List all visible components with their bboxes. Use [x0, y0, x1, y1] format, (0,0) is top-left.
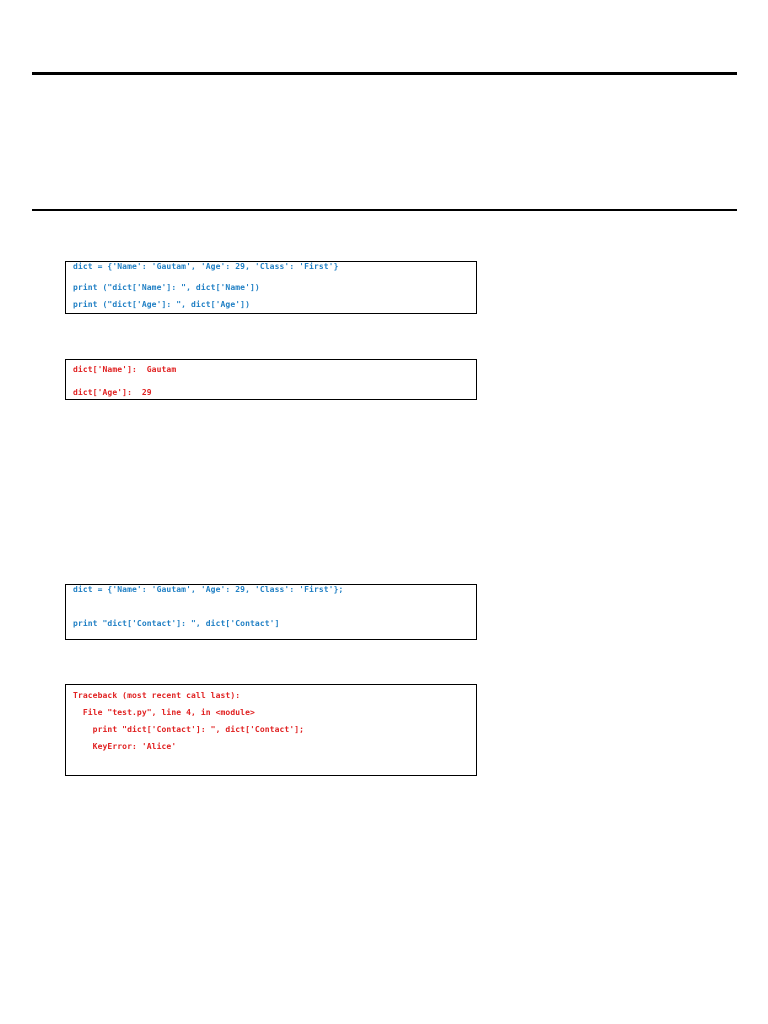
- output-block-traceback: [65, 684, 477, 776]
- top-divider: [32, 72, 737, 75]
- output-line: KeyError: 'Alice': [73, 742, 177, 751]
- code-line: dict = {'Name': 'Gautam', 'Age': 29, 'Class': 'First'};: [73, 585, 344, 594]
- code-line: print "dict['Contact']: ", dict['Contact']: [73, 619, 280, 628]
- code-block-missing-key: [65, 584, 477, 640]
- output-line: dict['Name']: Gautam: [73, 365, 177, 374]
- output-line: File "test.py", line 4, in <module>: [73, 708, 255, 717]
- output-line: dict['Age']: 29: [73, 388, 152, 397]
- output-block-dict-access: [65, 359, 477, 400]
- code-block-dict-access: [65, 261, 477, 314]
- code-line: print ("dict['Age']: ", dict['Age']): [73, 300, 250, 309]
- code-line: dict = {'Name': 'Gautam', 'Age': 29, 'Class': 'First'}: [73, 262, 339, 271]
- output-line: print "dict['Contact']: ", dict['Contact'];: [73, 725, 305, 734]
- code-line: print ("dict['Name']: ", dict['Name']): [73, 283, 260, 292]
- output-line: Traceback (most recent call last):: [73, 691, 241, 700]
- header-bottom-divider: [32, 209, 737, 211]
